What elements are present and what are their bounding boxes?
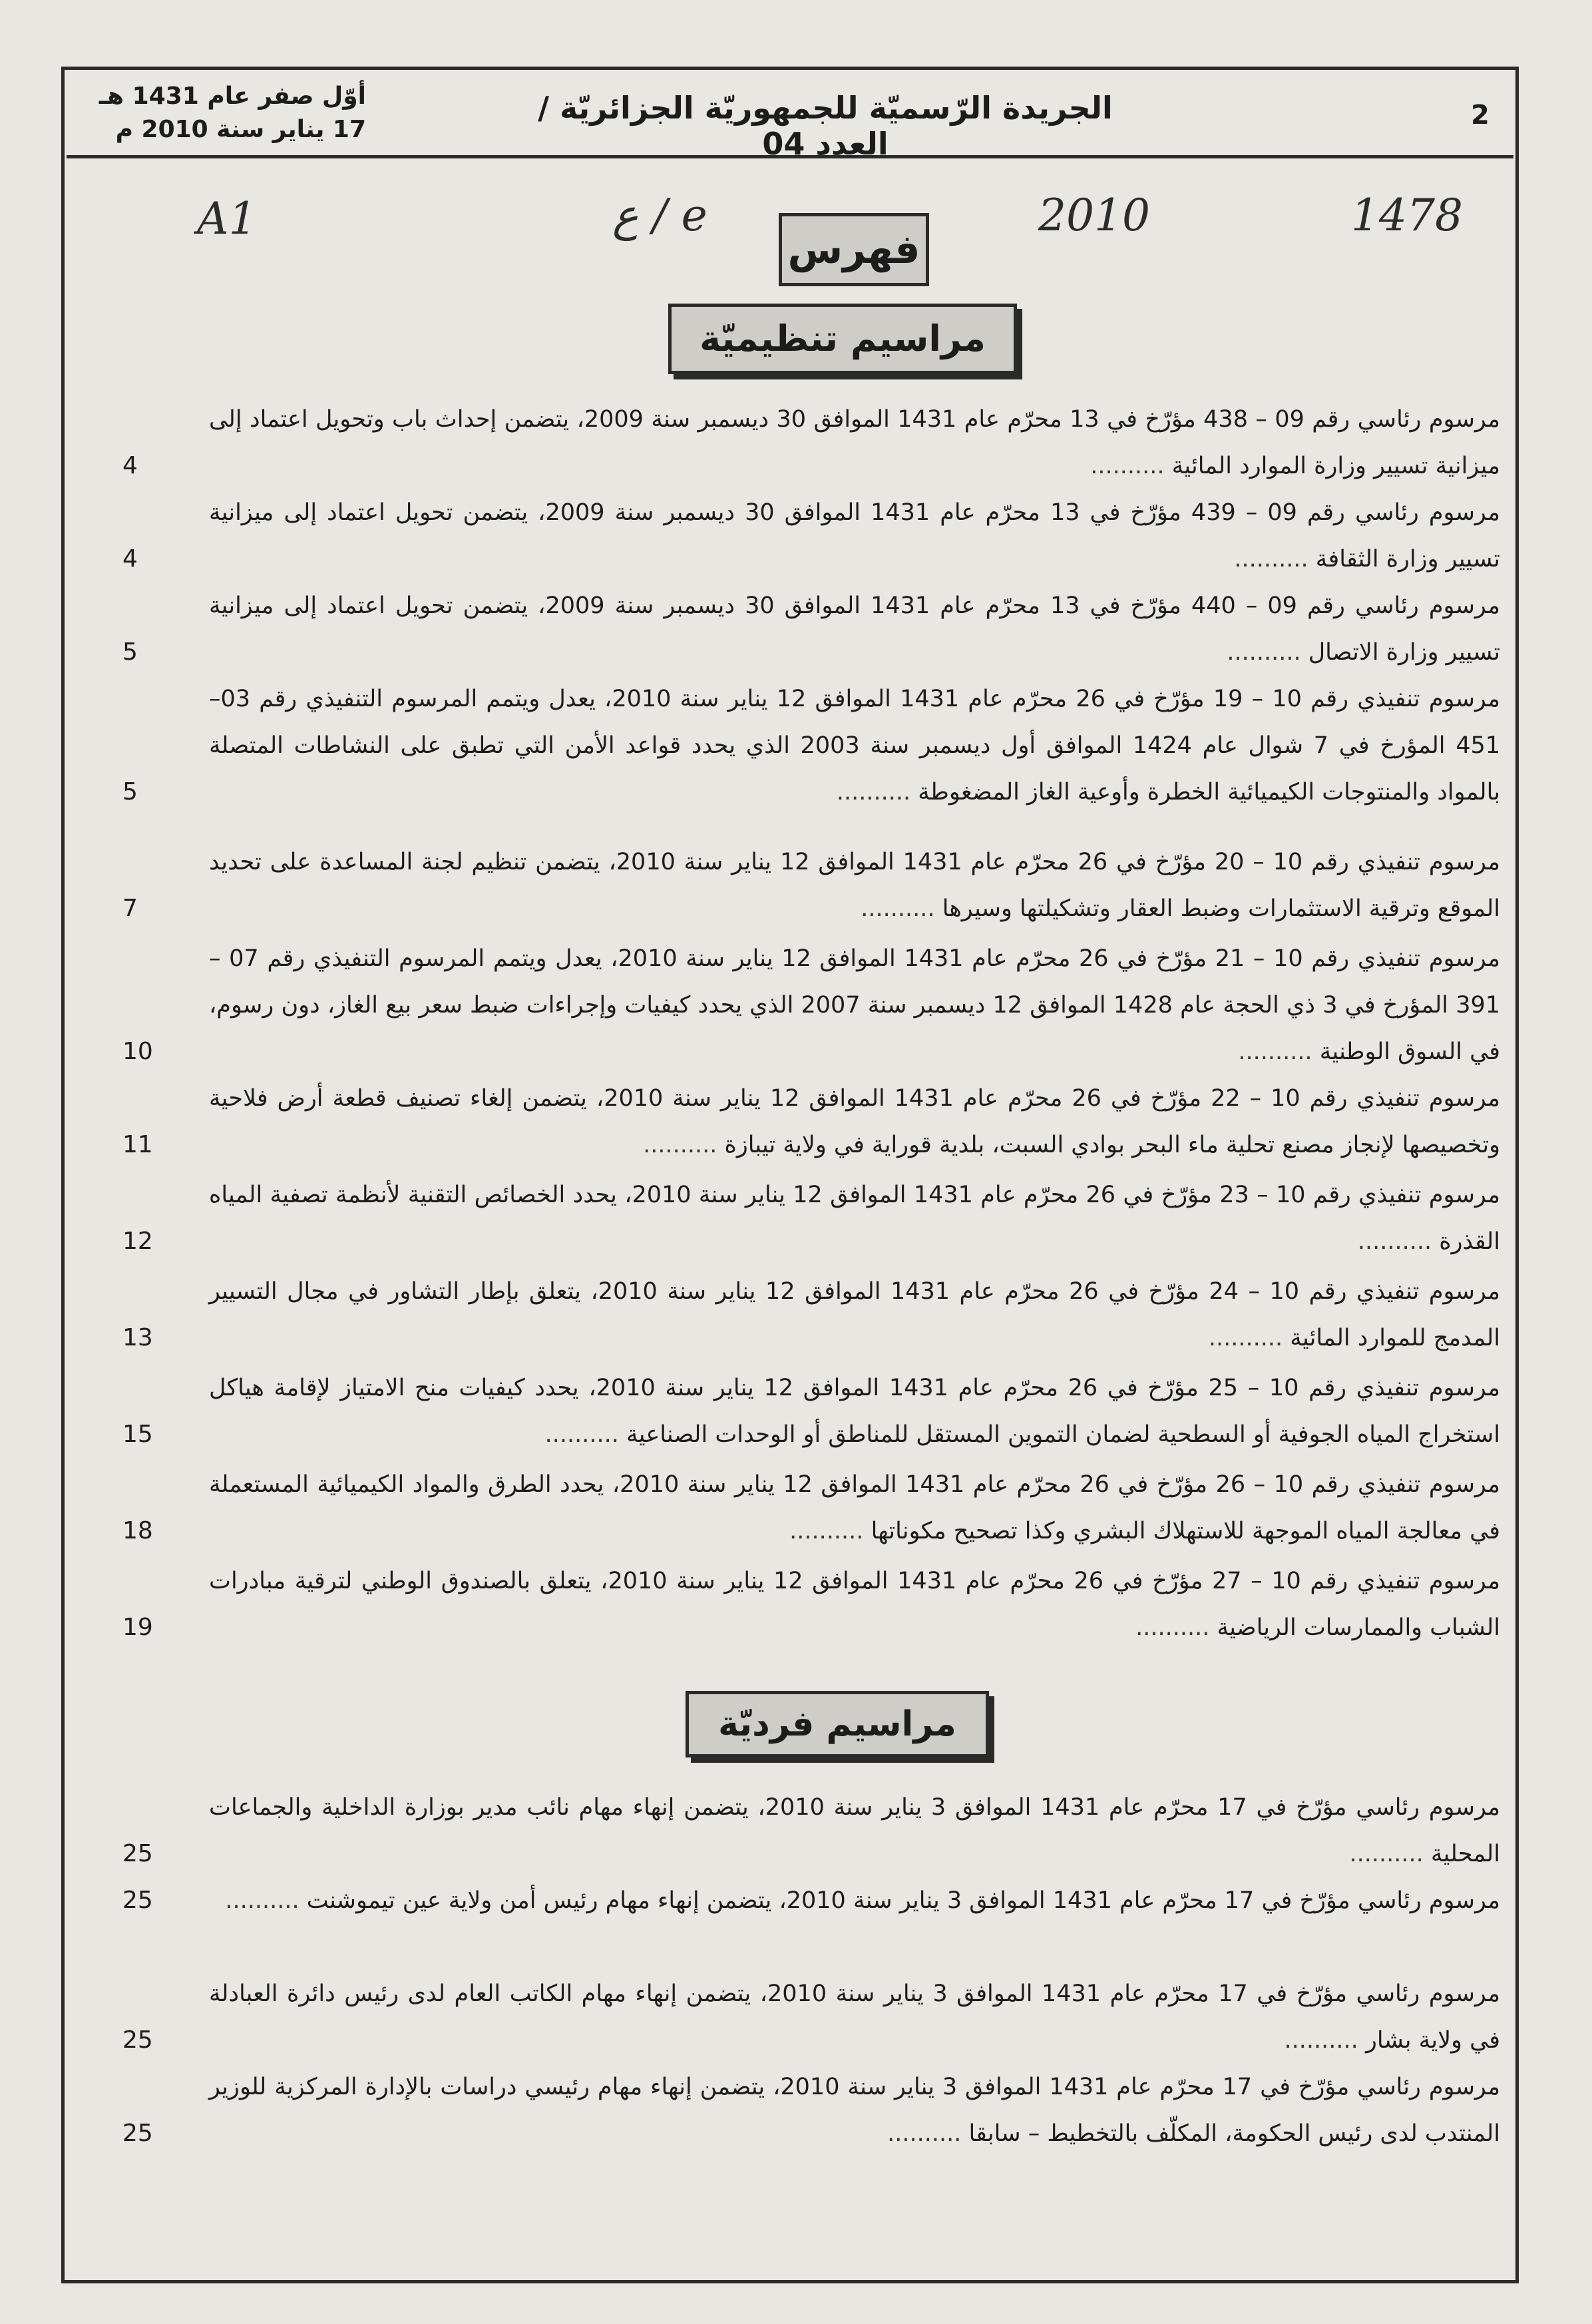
entry-title: مرسوم رئاسي مؤرّخ في 17 محرّم عام 1431 الموافق 3 يناير سنة 2010، يتضمن إنهاء مهام نائب مدير بوزارة الداخلية والجماعات المحلية .......... <box>209 1794 1501 1867</box>
entry-page-number: 25 <box>122 1840 153 1867</box>
leader-dots: .......... <box>1234 546 1316 573</box>
page-number: 2 <box>1471 100 1490 130</box>
date-hijri: أوّل صفر عام 1431 هـ <box>99 83 366 110</box>
leader-dots: .......... <box>789 1518 871 1544</box>
entry-page-number: 10 <box>122 1038 153 1065</box>
entry-page-number: 25 <box>122 2120 153 2147</box>
leader-dots: .......... <box>1357 1228 1440 1255</box>
entry-title: مرسوم تنفيذي رقم 10 – 24 مؤرّخ في 26 محرّم عام 1431 الموافق 12 يناير سنة 2010، يتعلق بإطار التشاور في مجال التسيير المدمج للموارد المائية .......... <box>209 1278 1500 1351</box>
index-entry <box>116 489 1500 582</box>
leader-dots: .......... <box>1135 1614 1217 1641</box>
index-entry <box>116 396 1500 489</box>
index-title: فهرس <box>779 213 929 286</box>
entry-page-number: 4 <box>122 545 138 573</box>
entry-title: مرسوم رئاسي مؤرّخ في 17 محرّم عام 1431 الموافق 3 يناير سنة 2010، يتضمن إنهاء مهام رئيسي دراسات بالإدارة المركزية للوزير المنتدب لدى رئيس الحكومة، المكلّف بالتخطيط – سابقا .......... <box>209 2074 1500 2147</box>
index-entry <box>116 2064 1500 2157</box>
entry-page-number: 19 <box>122 1614 153 1641</box>
entry-title: مرسوم تنفيذي رقم 10 – 19 مؤرّخ في 26 محرّم عام 1431 الموافق 12 يناير سنة 2010، يعدل ويتمم المرسوم التنفيذي رقم 03–451 المؤرخ في 7 شوال عام 1424 الموافق أول ديسمبر سنة 2003 الذي يحدد قواعد الأمن التي تطبق على النشاطات المتصلة بالمواد والمنتوجات الكيميائية الخطرة وأوعية الغاز المضغوطة .......... <box>209 686 1501 806</box>
index-entry <box>116 1075 1500 1168</box>
handwritten-number: 1478 <box>1351 190 1463 241</box>
entry-title: مرسوم رئاسي رقم 09 – 439 مؤرّخ في 13 محرّم عام 1431 الموافق 30 ديسمبر سنة 2009، يتضمن تحويل اعتماد إلى ميزانية تسيير وزارة الثقافة .......... <box>209 499 1500 573</box>
entry-page-number: 25 <box>122 1887 153 1914</box>
entry-page-number: 15 <box>122 1421 153 1448</box>
entry-page-number: 5 <box>122 778 138 806</box>
index-entry <box>116 1172 1500 1265</box>
index-entry <box>116 676 1500 815</box>
index-entry <box>116 1268 1500 1361</box>
leader-dots: .......... <box>861 895 942 922</box>
entry-title: مرسوم رئاسي مؤرّخ في 17 محرّم عام 1431 الموافق 3 يناير سنة 2010، يتضمن إنهاء مهام رئيس أمن ولاية عين تيموشنت .......... <box>225 1887 1500 1914</box>
leader-dots: .......... <box>1090 453 1172 479</box>
index-entry <box>116 582 1500 676</box>
entry-title: مرسوم تنفيذي رقم 10 – 26 مؤرّخ في 26 محرّم عام 1431 الموافق 12 يناير سنة 2010، يحدد الطرق والمواد الكيميائية المستعملة في معالجة المياه الموجهة للاستهلاك البشري وكذا تصحيح مكوناتها .......... <box>209 1471 1500 1544</box>
index-entry <box>116 935 1500 1075</box>
entry-title: مرسوم تنفيذي رقم 10 – 20 مؤرّخ في 26 محرّم عام 1431 الموافق 12 يناير سنة 2010، يتضمن تنظيم لجنة المساعدة على تحديد الموقع وترقية الاستثمارات وضبط العقار وتشكيلتها وسيرها .......... <box>209 849 1501 922</box>
leader-dots: .......... <box>544 1421 627 1448</box>
entry-title: مرسوم تنفيذي رقم 10 – 21 مؤرّخ في 26 محرّم عام 1431 الموافق 12 يناير سنة 2010، يعدل ويتمم المرسوم التنفيذي رقم 07 – 391 المؤرخ في 3 ذي الحجة عام 1428 الموافق 12 ديسمبر سنة 2007 الذي يحدد كيفيات وإجراءات ضبط سعر بيع الغاز، دون رسوم، في السوق الوطنية .......... <box>209 945 1500 1065</box>
index-entry <box>116 839 1500 932</box>
index-entry <box>116 1365 1500 1458</box>
leader-dots: .......... <box>1284 2027 1366 2054</box>
entry-title: مرسوم تنفيذي رقم 10 – 27 مؤرّخ في 26 محرّم عام 1431 الموافق 12 يناير سنة 2010، يتعلق بالصندوق الوطني لترقية مبادرات الشباب والممارسات الرياضية .......... <box>209 1568 1500 1641</box>
index-entry <box>116 1784 1500 1877</box>
entry-page-number: 25 <box>122 2026 153 2054</box>
section-title-individual: مراسيم فرديّة <box>686 1691 989 1757</box>
leader-dots: .......... <box>1208 1325 1291 1351</box>
index-entry <box>116 1971 1500 2064</box>
leader-dots: .......... <box>1227 639 1308 666</box>
entry-page-number: 13 <box>122 1324 153 1351</box>
index-entry <box>116 1461 1500 1554</box>
date-gregorian: 17 يناير سنة 2010 م <box>115 116 366 143</box>
entry-title: مرسوم تنفيذي رقم 10 – 23 مؤرّخ في 26 محرّم عام 1431 الموافق 12 يناير سنة 2010، يحدد الخصائص التقنية لأنظمة تصفية المياه القذرة .......... <box>209 1182 1500 1255</box>
section-title-regulatory: مراسيم تنظيميّة <box>668 304 1017 374</box>
leader-dots: .......... <box>1238 1039 1320 1065</box>
handwritten-note-left: A1 <box>197 193 257 244</box>
entry-title: مرسوم تنفيذي رقم 10 – 25 مؤرّخ في 26 محرّم عام 1431 الموافق 12 يناير سنة 2010، يحدد كيفيات منح الامتياز لإقامة هياكل استخراج المياه الجوفية أو السطحية لضمان التموين المستقل للمناطق أو الوحدات الصناعية .......... <box>209 1375 1500 1448</box>
index-entry <box>116 1877 1500 1924</box>
entry-title: مرسوم رئاسي رقم 09 – 438 مؤرّخ في 13 محرّم عام 1431 الموافق 30 ديسمبر سنة 2009، يتضمن إحداث باب وتحويل اعتماد إلى ميزانية تسيير وزارة الموارد المائية .......... <box>209 406 1500 479</box>
handwritten-note-center: ع / e <box>612 190 707 241</box>
leader-dots: .......... <box>836 779 918 806</box>
leader-dots: .......... <box>225 1887 307 1914</box>
entry-page-number: 12 <box>122 1228 153 1255</box>
entry-page-number: 4 <box>122 452 138 479</box>
entry-title: مرسوم رئاسي رقم 09 – 440 مؤرّخ في 13 محرّم عام 1431 الموافق 30 ديسمبر سنة 2009، يتضمن تحويل اعتماد إلى ميزانية تسيير وزارة الاتصال .......... <box>209 592 1500 666</box>
leader-dots: .......... <box>643 1132 725 1158</box>
entry-page-number: 11 <box>122 1131 153 1158</box>
handwritten-year: 2010 <box>1038 190 1150 241</box>
index-entry <box>116 1558 1500 1651</box>
gazette-title: الجريدة الرّسميّة للجمهوريّة الجزائريّة / العدد 04 <box>538 90 1113 162</box>
entry-title: مرسوم تنفيذي رقم 10 – 22 مؤرّخ في 26 محرّم عام 1431 الموافق 12 يناير سنة 2010، يتضمن إلغاء تصنيف قطعة أرض فلاحية وتخصيصها لإنجاز مصنع تحلية ماء البحر بوادي السبت، بلدية قوراية في ولاية تيبازة .......... <box>209 1085 1500 1158</box>
issue-date <box>87 80 366 146</box>
leader-dots: .......... <box>887 2120 969 2147</box>
entry-page-number: 5 <box>122 638 138 666</box>
entry-page-number: 18 <box>122 1517 153 1544</box>
leader-dots: .......... <box>1349 1841 1431 1867</box>
entry-title: مرسوم رئاسي مؤرّخ في 17 محرّم عام 1431 الموافق 3 يناير سنة 2010، يتضمن إنهاء مهام الكاتب العام لدى رئيس دائرة العبادلة في ولاية بشار .......... <box>209 1980 1500 2054</box>
entry-page-number: 7 <box>122 895 138 922</box>
